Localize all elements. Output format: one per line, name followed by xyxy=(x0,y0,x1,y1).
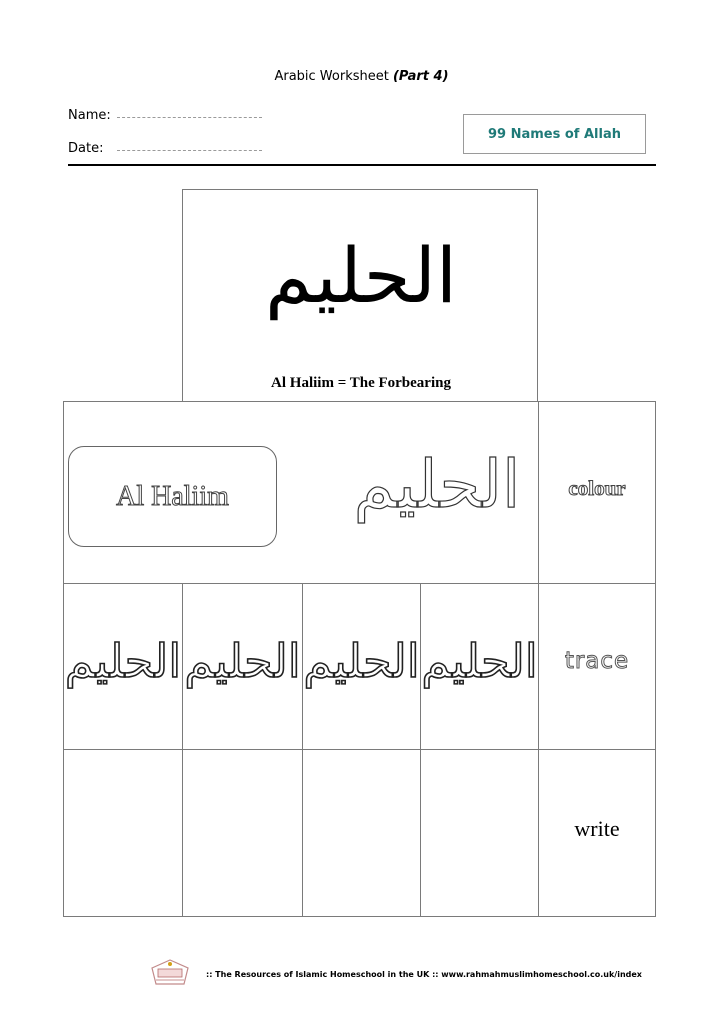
footer xyxy=(148,958,668,988)
trace-arabic-3: الحليم xyxy=(303,634,420,688)
feature-arabic: الحليم xyxy=(264,231,457,320)
name-field[interactable] xyxy=(117,117,262,118)
topic-text: 99 Names of Allah xyxy=(487,126,621,142)
feature-cell xyxy=(182,189,538,402)
topic-box xyxy=(463,114,646,154)
trace-cell-4[interactable] xyxy=(420,583,539,750)
colour-label: colour xyxy=(568,476,626,500)
trace-label: trace xyxy=(564,648,630,674)
date-label: Date: xyxy=(68,141,104,156)
write-label-cell xyxy=(538,749,656,917)
trace-label-cell xyxy=(538,583,656,750)
trace-cell-3[interactable] xyxy=(302,583,421,750)
write-cell-1[interactable] xyxy=(63,749,183,917)
arabic-outline-colour[interactable]: الحليم xyxy=(353,446,521,523)
write-cell-4[interactable] xyxy=(420,749,539,917)
header-rule xyxy=(68,164,656,166)
trace-cell-1[interactable] xyxy=(63,583,183,750)
trace-arabic-2: الحليم xyxy=(184,634,301,688)
feature-meaning: Al Haliim = The Forbearing xyxy=(271,375,451,391)
write-cell-2[interactable] xyxy=(182,749,303,917)
write-label: write xyxy=(574,816,620,841)
name-outline-text: Al Haliim xyxy=(116,480,229,512)
name-label: Name: xyxy=(68,108,111,123)
date-field[interactable] xyxy=(117,150,262,151)
colour-label-cell xyxy=(538,401,656,584)
worksheet-title xyxy=(0,69,723,84)
title-text: Arabic Worksheet xyxy=(274,69,389,84)
trace-arabic-4: الحليم xyxy=(421,634,538,688)
title-part: (Part 4) xyxy=(392,69,449,84)
trace-cell-2[interactable] xyxy=(182,583,303,750)
trace-arabic-1: الحليم xyxy=(64,634,182,688)
name-outline-box[interactable] xyxy=(68,446,277,547)
footer-text: :: The Resources of Islamic Homeschool in the UK :: www.rahmahmuslimhomeschool.co.uk/index xyxy=(206,970,642,979)
homeschool-logo-icon xyxy=(148,958,192,986)
write-cell-3[interactable] xyxy=(302,749,421,917)
